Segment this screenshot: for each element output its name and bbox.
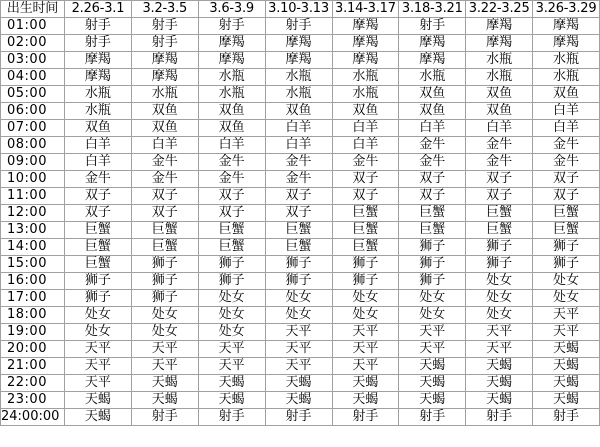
zodiac-sign-cell: 白羊 [466,120,533,137]
zodiac-sign-cell: 巨蟹 [65,239,132,256]
zodiac-sign-cell: 双鱼 [533,86,600,103]
zodiac-sign-cell: 双鱼 [399,103,466,120]
zodiac-sign-cell: 双鱼 [198,103,265,120]
zodiac-sign-cell: 金牛 [399,154,466,171]
zodiac-sign-cell: 处女 [466,307,533,324]
zodiac-sign-cell: 双子 [466,188,533,205]
birth-time-cell: 06:00 [1,103,65,120]
zodiac-sign-cell: 狮子 [332,256,399,273]
zodiac-sign-cell: 金牛 [332,154,399,171]
table-row [1,375,600,392]
zodiac-sign-cell: 天平 [399,341,466,358]
birth-time-cell: 08:00 [1,137,65,154]
zodiac-sign-cell: 处女 [533,273,600,290]
zodiac-sign-cell: 处女 [65,324,132,341]
birth-time-cell: 12:00 [1,205,65,222]
zodiac-sign-cell: 白羊 [399,120,466,137]
zodiac-sign-cell: 天蝎 [332,392,399,409]
zodiac-sign-cell: 水瓶 [65,86,132,103]
header-date-range-cell: 3.22-3.25 [466,1,533,18]
zodiac-sign-cell: 双子 [332,171,399,188]
table-row [1,69,600,86]
zodiac-sign-cell: 狮子 [399,239,466,256]
table-row [1,35,600,52]
zodiac-sign-cell: 双子 [533,171,600,188]
zodiac-sign-cell: 巨蟹 [332,239,399,256]
zodiac-sign-cell: 双子 [131,205,198,222]
zodiac-sign-cell: 天平 [332,341,399,358]
zodiac-sign-cell: 双鱼 [198,120,265,137]
birth-time-cell: 14:00 [1,239,65,256]
zodiac-sign-cell: 处女 [131,307,198,324]
table-row [1,18,600,35]
zodiac-sign-cell: 金牛 [533,137,600,154]
zodiac-sign-cell: 摩羯 [466,18,533,35]
zodiac-sign-cell: 射手 [399,18,466,35]
zodiac-sign-cell: 天平 [65,341,132,358]
table-row [1,120,600,137]
zodiac-sign-cell: 水瓶 [265,86,332,103]
zodiac-sign-cell: 摩羯 [198,52,265,69]
zodiac-sign-cell: 处女 [198,324,265,341]
table-row [1,341,600,358]
birth-time-cell: 19:00 [1,324,65,341]
zodiac-sign-cell: 水瓶 [399,69,466,86]
zodiac-sign-cell: 双鱼 [466,86,533,103]
zodiac-sign-cell: 水瓶 [533,69,600,86]
zodiac-sign-cell: 狮子 [265,256,332,273]
zodiac-sign-cell: 金牛 [265,171,332,188]
header-date-range-cell: 3.6-3.9 [198,1,265,18]
table-row [1,52,600,69]
zodiac-sign-cell: 天蝎 [399,392,466,409]
zodiac-sign-cell: 处女 [198,307,265,324]
table-row [1,358,600,375]
zodiac-sign-cell: 处女 [198,290,265,307]
zodiac-sign-cell: 摩羯 [265,52,332,69]
zodiac-sign-cell: 金牛 [466,154,533,171]
table-row [1,409,600,426]
zodiac-sign-cell: 摩羯 [65,69,132,86]
zodiac-sign-cell: 金牛 [131,171,198,188]
zodiac-sign-cell: 双鱼 [131,120,198,137]
zodiac-sign-cell: 巨蟹 [466,205,533,222]
zodiac-sign-cell: 狮子 [65,273,132,290]
zodiac-sign-cell: 白羊 [65,137,132,154]
table-row [1,273,600,290]
header-corner-cell: 出生时间 [1,1,65,18]
zodiac-sign-cell: 巨蟹 [198,222,265,239]
table-row [1,171,600,188]
zodiac-sign-cell: 巨蟹 [265,239,332,256]
zodiac-sign-cell: 水瓶 [332,69,399,86]
zodiac-sign-cell: 天蝎 [265,375,332,392]
birth-time-cell: 23:00 [1,392,65,409]
birth-time-cell: 09:00 [1,154,65,171]
zodiac-sign-cell: 处女 [466,273,533,290]
zodiac-sign-cell: 天平 [265,341,332,358]
zodiac-sign-cell: 双子 [198,188,265,205]
table-row [1,86,600,103]
zodiac-sign-cell: 白羊 [65,154,132,171]
zodiac-sign-cell: 水瓶 [131,86,198,103]
header-date-range-cell: 3.26-3.29 [533,1,600,18]
birth-time-cell: 03:00 [1,52,65,69]
zodiac-sign-cell: 水瓶 [466,69,533,86]
zodiac-sign-cell: 天平 [131,341,198,358]
zodiac-sign-cell: 金牛 [131,154,198,171]
zodiac-sign-cell: 金牛 [198,154,265,171]
zodiac-sign-cell: 天蝎 [466,358,533,375]
zodiac-sign-cell: 水瓶 [466,52,533,69]
zodiac-sign-cell: 射手 [265,409,332,426]
zodiac-sign-cell: 天蝎 [466,392,533,409]
zodiac-sign-cell: 巨蟹 [533,222,600,239]
zodiac-sign-cell: 射手 [466,409,533,426]
zodiac-sign-cell: 巨蟹 [65,256,132,273]
zodiac-sign-cell: 天平 [198,341,265,358]
zodiac-sign-cell: 金牛 [466,137,533,154]
zodiac-sign-cell: 双子 [265,188,332,205]
zodiac-sign-cell: 射手 [198,18,265,35]
zodiac-sign-cell: 摩羯 [399,52,466,69]
zodiac-sign-cell: 双子 [533,188,600,205]
table-row [1,205,600,222]
zodiac-sign-cell: 巨蟹 [332,222,399,239]
header-date-range-cell: 3.18-3.21 [399,1,466,18]
zodiac-sign-cell: 巨蟹 [466,222,533,239]
zodiac-sign-cell: 巨蟹 [265,222,332,239]
zodiac-sign-cell: 处女 [131,324,198,341]
zodiac-sign-cell: 狮子 [131,290,198,307]
zodiac-sign-cell: 摩羯 [65,52,132,69]
zodiac-sign-cell: 巨蟹 [131,222,198,239]
zodiac-sign-cell: 摩羯 [533,18,600,35]
zodiac-sign-cell: 天蝎 [399,375,466,392]
zodiac-sign-cell: 天蝎 [131,392,198,409]
zodiac-sign-cell: 狮子 [198,273,265,290]
zodiac-sign-cell: 处女 [533,290,600,307]
birth-time-cell: 16:00 [1,273,65,290]
zodiac-sign-cell: 水瓶 [265,69,332,86]
zodiac-sign-cell: 摩羯 [399,35,466,52]
zodiac-sign-cell: 射手 [131,18,198,35]
zodiac-sign-cell: 白羊 [265,137,332,154]
zodiac-sign-cell: 天蝎 [533,341,600,358]
zodiac-sign-cell: 金牛 [265,154,332,171]
header-row [1,1,600,18]
zodiac-sign-cell: 白羊 [332,137,399,154]
zodiac-sign-cell: 天蝎 [533,375,600,392]
zodiac-sign-cell: 天平 [65,358,132,375]
zodiac-sign-cell: 巨蟹 [399,205,466,222]
zodiac-sign-cell: 天蝎 [65,409,132,426]
zodiac-sign-cell: 处女 [265,290,332,307]
zodiac-sign-cell: 射手 [131,409,198,426]
birth-time-cell: 01:00 [1,18,65,35]
zodiac-sign-cell: 天蝎 [65,392,132,409]
zodiac-sign-cell: 狮子 [399,273,466,290]
zodiac-sign-cell: 天蝎 [265,392,332,409]
zodiac-sign-cell: 双子 [131,188,198,205]
zodiac-sign-cell: 狮子 [65,290,132,307]
zodiac-sign-cell: 射手 [65,35,132,52]
zodiac-sign-cell: 天平 [65,375,132,392]
zodiac-sign-cell: 狮子 [399,256,466,273]
zodiac-sign-cell: 天蝎 [466,375,533,392]
zodiac-sign-cell: 射手 [399,409,466,426]
zodiac-sign-cell: 天平 [399,324,466,341]
zodiac-sign-cell: 白羊 [533,103,600,120]
zodiac-sign-cell: 巨蟹 [332,205,399,222]
zodiac-sign-cell: 巨蟹 [131,239,198,256]
zodiac-sign-cell: 处女 [399,307,466,324]
zodiac-sign-cell: 水瓶 [65,103,132,120]
zodiac-sign-cell: 白羊 [131,137,198,154]
table-row [1,222,600,239]
zodiac-sign-cell: 水瓶 [198,86,265,103]
table-row [1,392,600,409]
table-row [1,324,600,341]
zodiac-sign-cell: 双鱼 [65,120,132,137]
zodiac-sign-cell: 摩羯 [332,35,399,52]
zodiac-sign-cell: 天平 [198,358,265,375]
birth-time-cell: 07:00 [1,120,65,137]
zodiac-sign-cell: 巨蟹 [65,222,132,239]
zodiac-sign-cell: 双子 [332,188,399,205]
birth-time-cell: 04:00 [1,69,65,86]
zodiac-sign-cell: 天蝎 [332,375,399,392]
zodiac-sign-cell: 天蝎 [131,375,198,392]
zodiac-sign-cell: 狮子 [265,273,332,290]
zodiac-sign-cell: 巨蟹 [399,222,466,239]
zodiac-sign-cell: 摩羯 [131,52,198,69]
zodiac-sign-cell: 处女 [332,290,399,307]
zodiac-sign-cell: 巨蟹 [533,205,600,222]
header-date-range-cell: 2.26-3.1 [65,1,132,18]
zodiac-sign-cell: 白羊 [265,120,332,137]
zodiac-sign-cell: 天平 [332,358,399,375]
table-row [1,256,600,273]
header-date-range-cell: 3.2-3.5 [131,1,198,18]
zodiac-sign-cell: 天蝎 [533,392,600,409]
zodiac-sign-cell: 摩羯 [332,18,399,35]
zodiac-sign-cell: 狮子 [332,273,399,290]
zodiac-sign-cell: 金牛 [65,171,132,188]
zodiac-sign-cell: 天平 [533,307,600,324]
zodiac-sign-cell: 金牛 [198,171,265,188]
header-date-range-cell: 3.10-3.13 [265,1,332,18]
zodiac-sign-cell: 射手 [265,18,332,35]
zodiac-sign-cell: 水瓶 [332,86,399,103]
zodiac-sign-cell: 射手 [332,409,399,426]
zodiac-sign-cell: 双鱼 [131,103,198,120]
zodiac-sign-cell: 狮子 [131,273,198,290]
zodiac-sign-cell: 双子 [399,171,466,188]
table-row [1,290,600,307]
zodiac-sign-cell: 射手 [131,35,198,52]
zodiac-sign-cell: 双鱼 [399,86,466,103]
zodiac-sign-cell: 白羊 [533,120,600,137]
birth-time-cell: 21:00 [1,358,65,375]
birth-time-cell: 18:00 [1,307,65,324]
zodiac-sign-cell: 双子 [198,205,265,222]
zodiac-sign-cell: 白羊 [332,120,399,137]
zodiac-sign-cell: 狮子 [533,256,600,273]
zodiac-sign-cell: 双子 [65,205,132,222]
zodiac-sign-cell: 射手 [198,409,265,426]
table-row [1,137,600,154]
birth-time-cell: 17:00 [1,290,65,307]
zodiac-sign-cell: 狮子 [131,256,198,273]
zodiac-sign-cell: 双子 [65,188,132,205]
zodiac-sign-cell: 处女 [399,290,466,307]
zodiac-sign-cell: 天蝎 [399,358,466,375]
zodiac-sign-cell: 天蝎 [198,375,265,392]
zodiac-sign-cell: 巨蟹 [198,239,265,256]
zodiac-sign-cell: 狮子 [466,256,533,273]
zodiac-sign-cell: 狮子 [198,256,265,273]
table-row [1,154,600,171]
zodiac-sign-cell: 天平 [466,324,533,341]
zodiac-sign-cell: 白羊 [198,137,265,154]
header-date-range-cell: 3.14-3.17 [332,1,399,18]
birth-time-cell: 24:00:00 [1,409,65,426]
zodiac-sign-cell: 狮子 [533,239,600,256]
birth-time-cell: 05:00 [1,86,65,103]
table-body [1,18,600,426]
birth-time-cell: 13:00 [1,222,65,239]
zodiac-sign-cell: 天平 [332,324,399,341]
zodiac-sign-cell: 摩羯 [265,35,332,52]
zodiac-sign-cell: 天平 [265,358,332,375]
zodiac-sign-cell: 水瓶 [533,52,600,69]
zodiac-sign-cell: 金牛 [533,154,600,171]
zodiac-sign-cell: 摩羯 [131,69,198,86]
zodiac-sign-cell: 摩羯 [198,35,265,52]
zodiac-sign-cell: 天平 [533,324,600,341]
zodiac-sign-cell: 处女 [332,307,399,324]
zodiac-sign-cell: 天平 [131,358,198,375]
zodiac-sign-cell: 双鱼 [332,103,399,120]
zodiac-sign-cell: 双子 [399,188,466,205]
zodiac-sign-cell: 双鱼 [265,103,332,120]
birth-time-cell: 22:00 [1,375,65,392]
zodiac-sign-cell: 摩羯 [332,52,399,69]
table-row [1,188,600,205]
birth-time-cell: 11:00 [1,188,65,205]
zodiac-sign-cell: 射手 [65,18,132,35]
zodiac-sign-cell: 狮子 [466,239,533,256]
zodiac-sign-cell: 天平 [466,341,533,358]
table-row [1,307,600,324]
zodiac-sign-cell: 双子 [265,205,332,222]
zodiac-sign-cell: 双鱼 [466,103,533,120]
zodiac-sign-cell: 处女 [65,307,132,324]
zodiac-sign-cell: 天蝎 [198,392,265,409]
birth-time-cell: 10:00 [1,171,65,188]
table-row [1,103,600,120]
zodiac-sign-cell: 摩羯 [466,35,533,52]
birth-time-cell: 15:00 [1,256,65,273]
zodiac-sign-cell: 天蝎 [533,358,600,375]
birth-time-cell: 20:00 [1,341,65,358]
table-row [1,239,600,256]
birth-time-cell: 02:00 [1,35,65,52]
zodiac-sign-cell: 双子 [466,171,533,188]
zodiac-sign-cell: 处女 [466,290,533,307]
zodiac-sign-cell: 射手 [533,409,600,426]
zodiac-sign-cell: 处女 [265,307,332,324]
zodiac-sign-cell: 金牛 [399,137,466,154]
zodiac-sign-cell: 摩羯 [533,35,600,52]
zodiac-sign-cell: 水瓶 [198,69,265,86]
zodiac-sign-cell: 天平 [265,324,332,341]
